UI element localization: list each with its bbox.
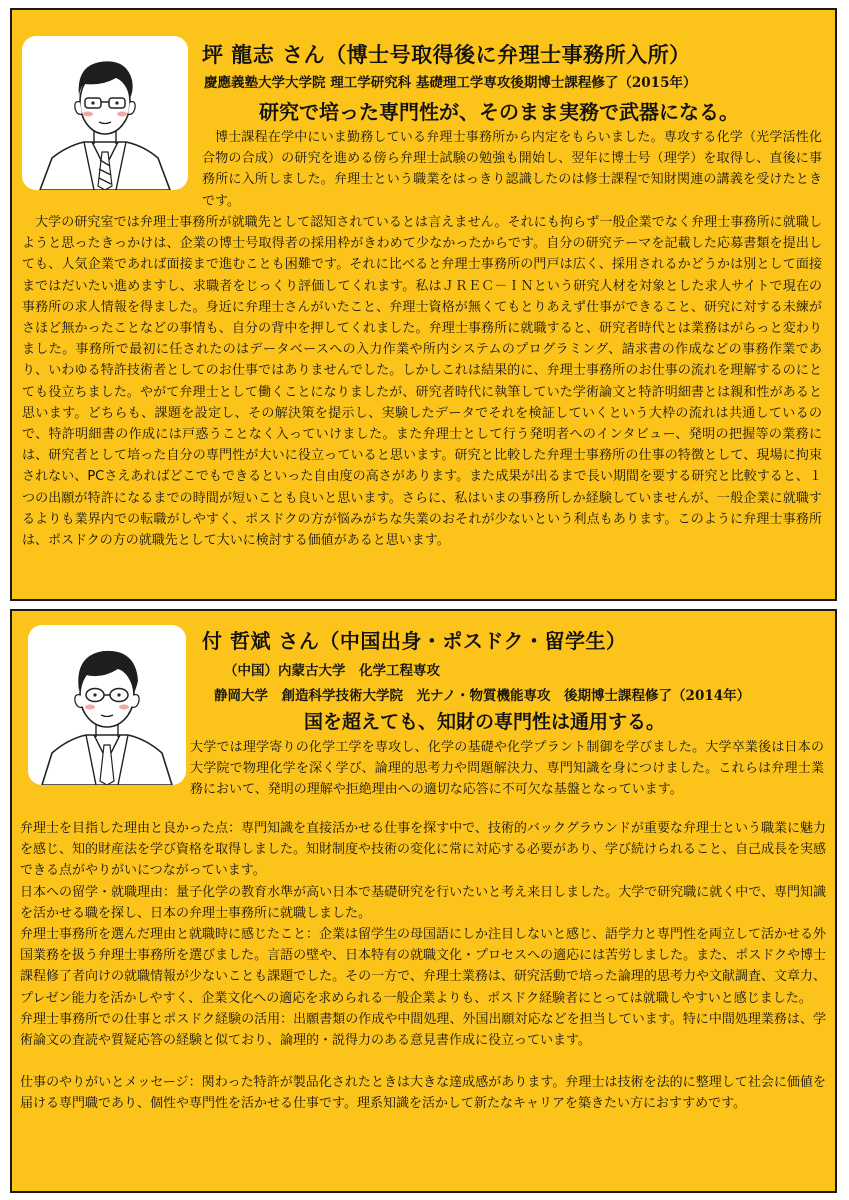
portrait-illustration <box>22 36 188 190</box>
affiliation-line: 静岡大学 創造科学技術大学院 光ナノ・物質機能専攻 後期博士課程修了（2014年） <box>214 688 751 704</box>
profile-card-fu <box>10 609 837 1193</box>
intro-text <box>202 127 822 212</box>
intro-paragraph: 博士課程在学中にいま勤務している弁理士事務所から内定をもらいました。専攻する化学（光学活性化合物の合成）の研究を進める傍ら弁理士試験の勉強も開始し、翌年に博士号（理学）を取得し、直後に事務所に入所しました。弁理士という職業をはっきり認識したのは修士課程で知財関連の講義を受けたときです。 <box>202 130 822 209</box>
body-paragraph: 仕事のやりがいとメッセージ：関わった特許が製品化されたときは大きな達成感があります。弁理士は技術を法的に整理して社会に価値を届ける専門職であり、個性や専門性を活かせる仕事です。理系知識を活かして新たなキャリアを築きたい方におすすめです。 <box>20 1075 826 1112</box>
intro-text <box>190 737 824 801</box>
person-name-heading: 坪 龍志 さん（博士号取得後に弁理士事務所入所） <box>202 42 691 67</box>
affiliation-line: 慶應義塾大学大学院 理工学研究科 基礎理工学専攻後期博士課程修了（2015年） <box>204 75 697 91</box>
headline: 研究で培った専門性が、そのまま実務で武器になる。 <box>259 100 739 124</box>
body-paragraph: 大学の研究室では弁理士事務所が就職先として認知されているとは言えません。それにも拘らず一般企業でなく弁理士事務所に就職しようと思ったきっかけは、企業の博士号取得者の採用枠がきわめて少なかったからです。自分の研究テーマを記載した応募書類を提出しても、人気企業であれば面接まで進むことも困難です。それに比べると弁理士事務所の門戸は広く、採用されるかどうかは別として面接まではだいたい進めますし、求職者をじっくり評価してくれます。私はＪＲＥＣ－ＩＮという研究人材を対象とした求人サイトで現在の事務所の求人情報を得ました。身近に弁理士さんがいたこと、弁理士資格が無くてもとりあえず仕事ができること、研究に対する未練がさほど無かったことなどの事情も、自分の背中を押してくれました。弁理士事務所に就職すると、研究者時代とは業務はがらっと変わりました。事務所で最初に任されたのはデータベースへの入力作業や所内システムのプログラミング、請求書の作成などの事務作業であり、いわゆる特許技術者としてのお仕事ではありませんでした。しかしこれは結果的に、弁理士事務所のお仕事の流れを理解するのにとても役立ちました。やがて弁理士として働くことになりましたが、研究者時代に執筆していた学術論文と特許明細書とは親和性があると思います。どちらも、課題を設定し、その解決策を提示し、実験したデータでそれを検証していくという大枠の流れは共通しているので、特許明細書の作成には戸惑うことなく入っていけました。また弁理士として行う発明者へのインタビュー、発明の把握等の業務には、研究者として培った自分の専門性が大いに役立っていると思います。研究と比較した弁理士事務所の仕事の特徴として、現場に拘束されない、PCさえあればどこでもできるといった自由度の高さがあります。また成果が出るまで長い期間を要する研究と比較すると、１つの出願が特許になるまでの時間が短いことも良いと思います。さらに、私はいまの事務所しか経験していませんが、一般企業に就職するよりも業界内での転職がしやすく、ポスドクの方が悩みがちな失業のおそれが少ないという利点もあります。このように弁理士事務所は、ポスドクの方の就職先として大いに検討する価値があると思います。 <box>22 215 822 549</box>
body-text <box>22 212 822 551</box>
portrait-illustration <box>28 625 186 785</box>
person-name-heading: 付 哲斌 さん（中国出身・ポスドク・留学生） <box>202 629 627 653</box>
body-paragraph: 弁理士事務所を選んだ理由と就職時に感じたこと：企業は留学生の母国語にしか注目しないと感じ、語学力と専門性を両立して活かせる外国業務を扱う弁理士事務所を選びました。言語の壁や、日本特有の就職文化・プロセスへの適応には苦労しました。また、ポスドクや博士課程修了者向けの就職情報が少ないことも課題でした。その一方で、弁理士業務は、研究活動で培った論理的思考力や文献調査、文章力、プレゼン能力を活かしやすく、企業文化への適応を求められる一般企業よりも、ポスドク経験者にとっては就職しやすいと感じました。 <box>20 927 827 1006</box>
body-paragraph: 日本への留学・就職理由：量子化学の教育水準が高い日本で基礎研究を行いたいと考え来日しました。大学で研究職に就く中で、専門知識を活かせる職を探し、日本の弁理士事務所に就職しました。 <box>20 884 826 921</box>
body-text <box>20 797 826 1115</box>
affiliation-line: （中国）内蒙古大学 化学工程専攻 <box>224 663 440 679</box>
man-portrait-icon <box>22 36 188 190</box>
headline: 国を超えても、知財の専門性は通用する。 <box>304 711 666 733</box>
body-paragraph: 弁理士事務所での仕事とポスドク経験の活用：出願書類の作成や中間処理、外国出願対応などを担当しています。特に中間処理業務は、学術論文の査読や質疑応答の経験と似ており、論理的・説得力のある意見書作成に役立っています。 <box>20 1011 826 1049</box>
body-paragraph: 弁理士を目指した理由と良かった点：専門知識を直接活かせる仕事を探す中で、技術的バックグラウンドが重要な弁理士という職業に魅力を感じ、知的財産法を学び資格を取得しました。知財制度や技術の変化に常に対応する必要があり、学び続けられること、自己成長を実感できる点がやりがいにつながっています。 <box>20 821 827 879</box>
intro-paragraph: 大学では理学寄りの化学工学を専攻し、化学の基礎や化学プラント制御を学びました。大学卒業後は日本の大学院で物理化学を深く学び、論理的思考力や問題解決力、専門知識を身につけました。これらは弁理士業務において、発明の理解や拒絶理由への適切な応答に不可欠な基盤となっています。 <box>190 740 824 798</box>
man-portrait-icon <box>28 625 186 785</box>
profile-card-tsubo <box>10 8 837 601</box>
